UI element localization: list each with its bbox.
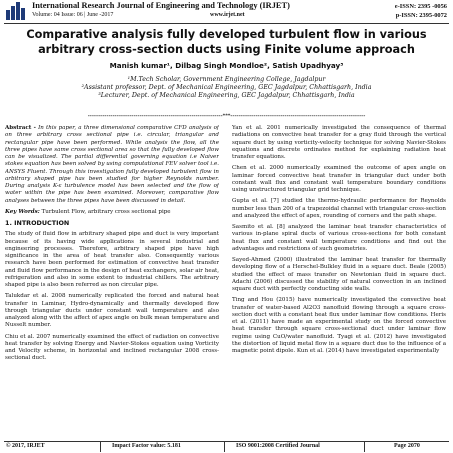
- irjet-logo-icon: [6, 2, 28, 20]
- footer-impact-factor: Impact Factor value: 5.181: [112, 443, 181, 449]
- footer-copyright: © 2017, IRJET: [6, 443, 45, 449]
- paragraph: Sasmito et al. [8] analyzed the laminar heat transfer characteristics of various in-plane spiral ducts of various cross-sections for both constant heat flux and constant wall temperature conditions and find out the advantages and restrictions of such geometries.: [232, 224, 446, 252]
- footer-iso: ISO 9001:2008 Certified Journal: [236, 443, 320, 449]
- page-footer: [4, 442, 449, 452]
- paragraph: Yan et al. 2001 numerically investigated the consequence of thermal radiations on convective heat transfer for a gray fluid through the vertical square duct by using vorticity-velocity technique for solving Navier-Stokes equations and discrete ordinates method for explaining radiation heat transfer equations.: [232, 125, 446, 160]
- paper-authors: Manish kumar¹, Dilbag Singh Mondloe², Satish Upadhyay³: [109, 61, 344, 70]
- paragraph: Talukdar et al. 2008 numerically replicated the forced and natural heat transfer in Laminar, Hydro-dynamically and thermally developed flow through triangular ducts under constant wall temperature and also analyzed along with the affect of apex angle on bulk mean temperature and Nusselt number.: [5, 293, 219, 329]
- paragraph: Ting and Hou (2015) have numerically investigated the convective heat transfer of water-based Al2O3 nanofluid flowing through a square cross-section duct with a constant heat flux under laminar flow conditions. Heris et al. (2011) have made an experimental study on the forced convective heat transfer through square cross-sectional duct under laminar flow regime using CuO/water nanofluid. Tyagi et al. (2012) have investigated the distortion of liquid metal flow in a square duct due to the influence of a magnetic point dipole. Kun et al. (2014) have investigated experimentally: [232, 297, 446, 354]
- left-column: [5, 125, 219, 439]
- paragraph: Sayed-Ahmed (2000) illustrated the laminar heat transfer for thermally developing flow of a Herschel-Bulkley fluid in a square duct. Beale (2005) studied the effect of mass transfer on Newtonian fluid in square duct. Adachi (2006) discussed the stability of natural convection in an inclined square duct with perfectly conducting side walls.: [232, 257, 446, 292]
- header-rule: [4, 23, 449, 24]
- abstract: [5, 125, 219, 205]
- journal-header: [0, 0, 453, 24]
- pissn: p-ISSN: 2395-0072: [395, 12, 447, 19]
- journal-website-link[interactable]: www.irjet.net: [210, 12, 245, 18]
- section-heading-introduction: 1. INTRODUCTION: [5, 219, 70, 227]
- keywords-text: Turbulent Flow, arbitrary cross sectional pipe: [39, 208, 171, 215]
- paragraph: Chen et al. 2000 numerically examined the outcome of apex angle on laminar forced convective heat transfer in triangular duct under both constant wall flux and constant wall temperature boundary conditions using unstructured triangular grid technique.: [232, 165, 446, 193]
- affiliation-3: ³Lecturer, Dept. of Mechanical Engineering, GEC Jagdalpur, Chhattisgarh, India: [98, 92, 355, 99]
- abstract-label: Abstract -: [5, 125, 36, 131]
- issn-block: [395, 2, 447, 20]
- affiliation-2: ²Assistant professor, Dept. of Mechanical Engineering, GEC Jagdalpur, Chhattisgarh, India: [81, 84, 372, 91]
- footer-divider: [224, 442, 225, 452]
- eissn: e-ISSN: 2395 -0056: [394, 3, 447, 10]
- journal-volume: Volume: 04 Issue: 06 | June -2017: [32, 12, 114, 18]
- abstract-text: In this paper, a three dimensional comparative CFD analysis of on three arbitrary cross sectional pipe i.e. circular, triangular and rectangular pipe have been performed. While analysis the flow, all the three pipes have same cross sectional area so that the fully developed flow can be visualized. The partial differential governing equation i.e Naiver stokes equation has been solved by using computational FEV solver tool i.e. ANSYS Fluent. Through this investigation fully developed turbulent flow in arbitrary shaped pipe has been studied for higher Reynolds number. During analysis K-ε turbulence model has been selected and the flow of water within the pipe has been examined. Moreover, comparative flow analyses between the three pipes have been discussed in detail.: [5, 125, 219, 204]
- footer-divider: [364, 442, 365, 452]
- affiliations: [0, 76, 453, 100]
- keywords: [5, 209, 219, 216]
- section-separator: -----------------------------------------------------------------***-----------------------------------------------------------------: [87, 113, 366, 119]
- right-column: [232, 125, 446, 443]
- keywords-label: Key Words:: [5, 208, 40, 215]
- paragraph: The study of fluid flow in arbitrary shaped pipe and duct is very important because of its having wide applications in several industrial and engineering processes. Therefore, arbitrary shaped pipe have high significance in the area of heat transfer also. Consequently various research have been performed for estimation of convective heat transfer and fluid flow performance in the design of heat exchangers, solar air heat, refrigeration and also in some extent to industrial chillers. The arbitrary shaped pipe is also been referred as non circular pipe.: [5, 231, 219, 288]
- paragraph: Gupta et al. [7] studied the thermo-hydraulic performance for Reynolds number less than 200 of a trapezoidal channel with triangular cross-section and analyzed the effect of apex, rounding of corners and the path shape.: [232, 198, 446, 219]
- paper-title: Comparative analysis fully developed turbulent flow in various arbitrary cross-section ducts using Finite volume approach: [26, 28, 427, 56]
- footer-page-number: Page 2070: [394, 443, 420, 449]
- affiliation-1: ¹M.Tech Scholar, Government Engineering College, Jagdalpur: [127, 76, 326, 83]
- paragraph: Chiu et al. 2007 numerically examined the effect of radiation on convective heat transfer by solving Energy and Navier-Stokes equation using Vorticity and Velocity scheme, in horizontal and inclined rectangular 2008 cross-sectional duct.: [5, 333, 219, 362]
- footer-divider: [100, 442, 101, 452]
- journal-name: International Research Journal of Engineering and Technology (IRJET): [32, 1, 290, 10]
